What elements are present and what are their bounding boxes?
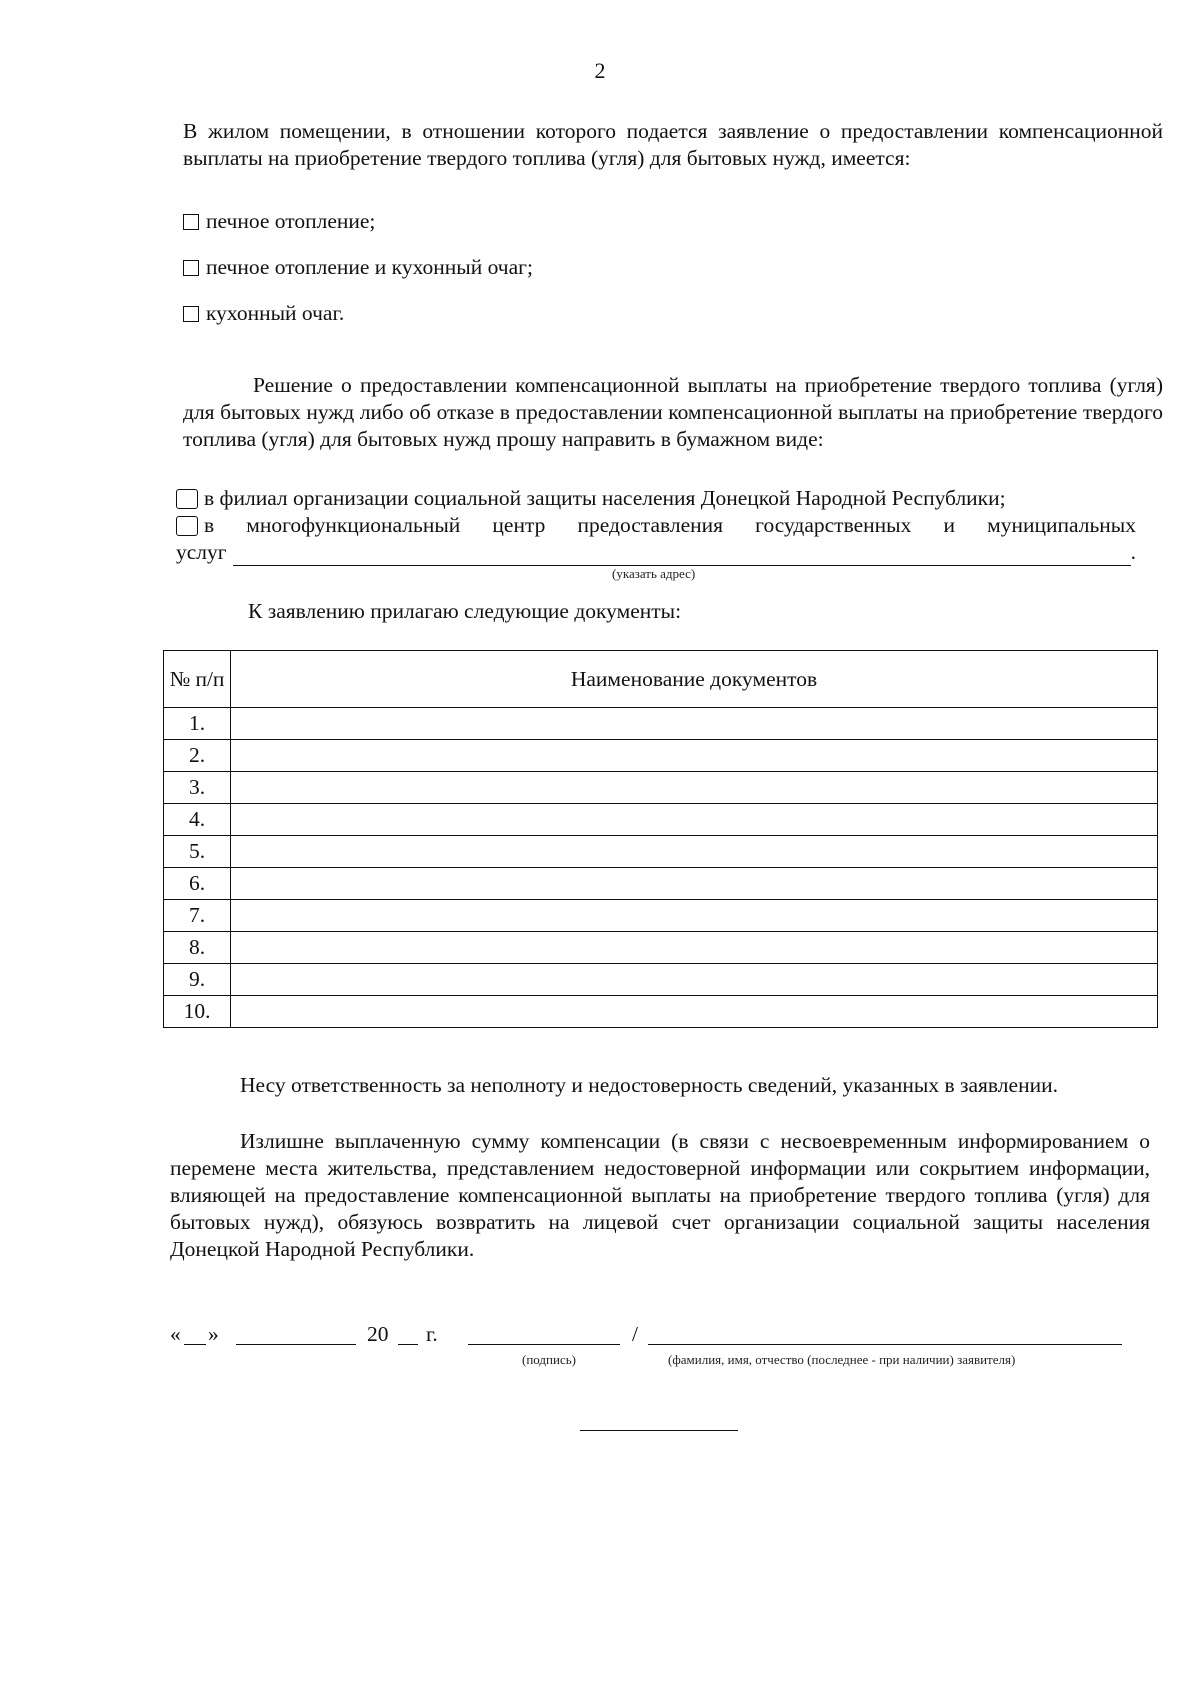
- row-number: 5.: [164, 836, 231, 868]
- option-mfc[interactable]: [176, 512, 1136, 539]
- signature-hint: (подпись): [522, 1352, 576, 1367]
- checkbox[interactable]: [176, 516, 198, 536]
- document-name-cell[interactable]: [231, 836, 1158, 868]
- option-label: печное отопление и кухонный очаг;: [206, 255, 533, 279]
- table-row: [164, 836, 1158, 868]
- document-name-cell[interactable]: [231, 740, 1158, 772]
- address-input-line[interactable]: [233, 543, 1131, 566]
- row-number: 2.: [164, 740, 231, 772]
- table-row: [164, 868, 1158, 900]
- signature-input-line[interactable]: [468, 1344, 620, 1345]
- table-row: [164, 708, 1158, 740]
- row-number: 1.: [164, 708, 231, 740]
- year-suffix: г.: [426, 1322, 438, 1346]
- day-input-line[interactable]: [184, 1344, 206, 1345]
- heating-intro: В жилом помещении, в отношении которого подается заявление о предоставлении компенсационной выплаты на приобретение твердого топлива (угля) для бытовых нужд, имеется:: [183, 119, 1163, 170]
- mfc-continuation: услуг: [176, 540, 227, 564]
- year-input-line[interactable]: [398, 1344, 418, 1345]
- option-branch[interactable]: [176, 485, 1136, 512]
- row-number: 3.: [164, 772, 231, 804]
- document-name-cell[interactable]: [231, 804, 1158, 836]
- table-row: [164, 772, 1158, 804]
- row-number: 7.: [164, 900, 231, 932]
- table-row: [164, 996, 1158, 1028]
- row-number: 9.: [164, 964, 231, 996]
- table-row: [164, 932, 1158, 964]
- document-name-cell[interactable]: [231, 900, 1158, 932]
- documents-table: [163, 650, 1158, 1028]
- row-number: 10.: [164, 996, 231, 1028]
- end-period: .: [1130, 540, 1136, 564]
- month-input-line[interactable]: [236, 1344, 356, 1345]
- attachments-intro: К заявлению прилагаю следующие документы:: [248, 599, 682, 623]
- table-row: [164, 804, 1158, 836]
- checkbox[interactable]: [183, 306, 199, 322]
- document-name-cell[interactable]: [231, 772, 1158, 804]
- quote-close: »: [208, 1322, 219, 1346]
- option-label: в многофункциональный центр предоставления государственных и муниципальных: [204, 513, 1136, 537]
- column-header-name: Наименование документов: [231, 651, 1158, 708]
- option-label: печное отопление;: [206, 209, 376, 233]
- checkbox[interactable]: [176, 489, 198, 509]
- document-name-cell[interactable]: [231, 708, 1158, 740]
- signature-row: [170, 1322, 1130, 1352]
- option-stove-and-hearth[interactable]: [183, 254, 533, 281]
- option-label: кухонный очаг.: [206, 301, 345, 325]
- option-label: в филиал организации социальной защиты населения Донецкой Народной Республики;: [204, 486, 1006, 510]
- document-name-cell[interactable]: [231, 964, 1158, 996]
- quote-open: «: [170, 1322, 181, 1346]
- column-header-number: № п/п: [164, 651, 231, 708]
- name-input-line[interactable]: [648, 1344, 1122, 1345]
- end-divider: [580, 1430, 738, 1431]
- name-hint: (фамилия, имя, отчество (последнее - при наличии) заявителя): [668, 1352, 1016, 1367]
- table-header: [164, 651, 1158, 708]
- slash: /: [632, 1322, 638, 1346]
- address-row: [176, 539, 1136, 566]
- document-name-cell[interactable]: [231, 932, 1158, 964]
- table-row: [164, 900, 1158, 932]
- document-name-cell[interactable]: [231, 996, 1158, 1028]
- row-number: 8.: [164, 932, 231, 964]
- option-kitchen-hearth[interactable]: [183, 300, 344, 327]
- decision-text: Решение о предоставлении компенсационной выплаты на приобретение твердого топлива (угля) для бытовых нужд либо об отказе в предоставлении компенсационной выплаты на приобретение твердого топлива (угля) для бытовых нужд прошу направить в бумажном виде:: [183, 373, 1163, 451]
- table-row: [164, 964, 1158, 996]
- document-name-cell[interactable]: [231, 868, 1158, 900]
- checkbox[interactable]: [183, 260, 199, 276]
- checkbox[interactable]: [183, 214, 199, 230]
- row-number: 6.: [164, 868, 231, 900]
- responsibility-text: Несу ответственность за неполноту и недостоверность сведений, указанных в заявлении.: [240, 1073, 1058, 1097]
- page-number: 2: [594, 58, 606, 83]
- address-hint: (указать адрес): [612, 566, 696, 581]
- row-number: 4.: [164, 804, 231, 836]
- year-prefix: 20: [367, 1322, 389, 1346]
- refund-text: Излишне выплаченную сумму компенсации (в связи с несвоевременным информированием о перемене места жительства, представлением недостоверной информации или сокрытием информации, влияющей на предоставление компенсационной выплаты на приобретение твердого топлива (угля) для бытовых нужд), обязуюсь возвратить на лицевой счет организации социальной защиты населения Донецкой Народной Республики.: [170, 1129, 1150, 1261]
- option-stove-heating[interactable]: [183, 208, 375, 235]
- table-row: [164, 740, 1158, 772]
